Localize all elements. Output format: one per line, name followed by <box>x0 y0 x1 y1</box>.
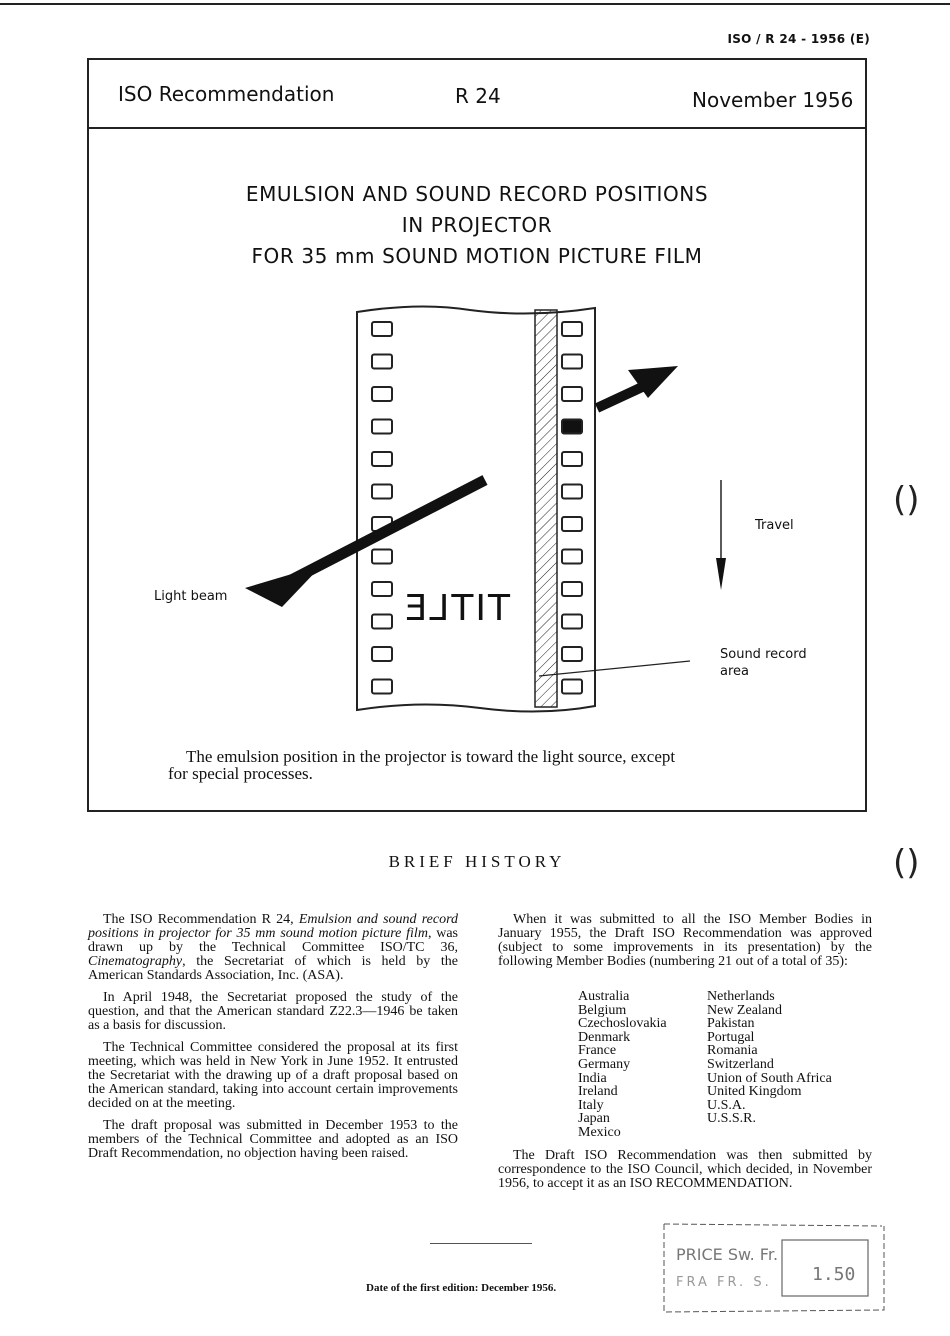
caption-line-2: for special processes. <box>168 764 313 783</box>
right-perforations <box>562 322 582 694</box>
travel-arrowhead <box>716 558 726 590</box>
header-date: November 1956 <box>692 88 854 112</box>
perforation <box>562 322 582 336</box>
member-body: Italy <box>578 1097 604 1113</box>
perforation <box>372 322 392 336</box>
member-body: Belgium <box>578 1002 627 1018</box>
perforation <box>372 355 392 369</box>
document-reference: ISO / R 24 - 1956 (E) <box>727 32 870 46</box>
perforation <box>372 550 392 564</box>
left-column <box>88 913 458 1169</box>
title-line-1: EMULSION AND SOUND RECORD POSITIONS <box>245 182 709 206</box>
member-body: India <box>578 1070 607 1086</box>
sound-record-leader <box>539 661 690 676</box>
right-final-paragraph <box>498 1149 872 1191</box>
member-body: Pakistan <box>707 1016 755 1032</box>
perforation <box>372 485 392 499</box>
title-line-2: IN PROJECTOR <box>401 213 553 237</box>
left-paragraph-4: The draft proposal was submitted in December 1953 to the members of the Technical Committee and adopted as an ISO Draft Recommendation, no objection having been raised. <box>88 1118 458 1161</box>
member-body: U.S.S.R. <box>707 1111 757 1127</box>
left-perforations <box>372 322 392 694</box>
member-body: Japan <box>578 1111 610 1127</box>
perforation <box>372 420 392 434</box>
member-body: Romania <box>707 1043 758 1059</box>
light-beam-label: Light beam <box>154 589 228 604</box>
perforation <box>562 582 582 596</box>
perforation <box>372 582 392 596</box>
perforation <box>562 452 582 466</box>
perforation <box>372 387 392 401</box>
perforation <box>562 615 582 629</box>
member-body: U.S.A. <box>707 1097 746 1113</box>
header-number: R 24 <box>455 84 501 108</box>
title-line-3: FOR 35 mm SOUND MOTION PICTURE FILM <box>251 244 703 268</box>
member-body: United Kingdom <box>707 1084 802 1100</box>
member-body: Portugal <box>707 1029 755 1045</box>
member-body: Australia <box>578 989 630 1004</box>
member-list-left <box>578 990 667 1140</box>
member-list-right <box>707 990 832 1126</box>
top-rule <box>0 3 950 5</box>
stamp-price-line-2: FRA FR. S. <box>676 1275 772 1290</box>
header-divider <box>89 127 865 129</box>
perforation <box>372 680 392 694</box>
left-paragraph-3: The Technical Committee considered the proposal at its first meeting, which was held in New York in June 1952. It entrusted the Secretariat with the drawing up of a draft proposal based on the American standard, taking into account certain improvements decided on at the meeting. <box>88 1040 458 1111</box>
perforation <box>372 647 392 661</box>
travel-label: Travel <box>755 518 794 533</box>
right-paragraph-2: The Draft ISO Recommendation was then submitted by correspondence to the ISO Council, which decided, in November 1956, to accept it as an ISO RECOMMENDATION. <box>498 1148 872 1191</box>
sound-record-label-2: area <box>720 664 749 679</box>
perforation <box>372 615 392 629</box>
sound-record-label-1: Sound record <box>720 647 807 662</box>
first-edition-date: Date of the first edition: December 1956. <box>366 1282 557 1294</box>
member-body: New Zealand <box>707 1002 783 1018</box>
perforation <box>562 647 582 661</box>
member-body: Germany <box>578 1056 631 1072</box>
member-body: Ireland <box>578 1084 618 1100</box>
margin-punch-mark-1: () <box>893 480 920 520</box>
perforation <box>372 452 392 466</box>
stamp-price-line-1: PRICE Sw. Fr. <box>676 1245 779 1264</box>
member-body: Mexico <box>578 1124 621 1140</box>
header-title: ISO Recommendation <box>118 82 335 106</box>
member-body: France <box>578 1043 617 1059</box>
member-body: Switzerland <box>707 1056 774 1072</box>
right-column <box>498 913 872 977</box>
perforation <box>562 485 582 499</box>
price-stamp <box>662 1220 887 1315</box>
stamp-price-value: 1.50 <box>812 1264 856 1285</box>
film-diagram <box>87 295 867 720</box>
left-paragraph-2: In April 1948, the Secretariat proposed the study of the question, and that the American standard Z22.3—1946 be taken as a basis for discussion. <box>88 990 458 1033</box>
sound-track-hatch <box>535 310 557 707</box>
section-heading-brief-history: BRIEF HISTORY <box>388 852 566 871</box>
perforation <box>562 355 582 369</box>
perforation <box>562 550 582 564</box>
member-body: Union of South Africa <box>707 1070 832 1086</box>
diagram-caption <box>168 748 808 782</box>
light-beam-arrowhead <box>245 565 322 607</box>
perforation <box>562 387 582 401</box>
caption-line-1: The emulsion position in the projector is toward the light source, except <box>186 747 676 766</box>
perforation <box>562 680 582 694</box>
margin-punch-mark-2: () <box>893 843 920 883</box>
member-body: Czechoslovakia <box>578 1016 667 1032</box>
mirrored-frame-title: TITLE <box>402 588 510 629</box>
perforation <box>562 517 582 531</box>
right-paragraph-1: When it was submitted to all the ISO Member Bodies in January 1955, the Draft ISO Recommendation was approved (subject to some improvements in its presentation) by the following Member Bodies (numbering 21 out of a total of 35): <box>498 912 872 969</box>
member-body: Denmark <box>578 1029 631 1045</box>
perforation <box>562 420 582 434</box>
member-body: Netherlands <box>707 989 775 1004</box>
left-paragraph-1: The ISO Recommendation R 24, Emulsion and sound record positions in projector for 35 mm sound motion picture film, was drawn up by the Technical Committee ISO/TC 36, Cinematography, the Secretariat of which is held by the American Standards Association, Inc. (ASA). <box>88 912 458 983</box>
footer-divider <box>430 1243 532 1244</box>
